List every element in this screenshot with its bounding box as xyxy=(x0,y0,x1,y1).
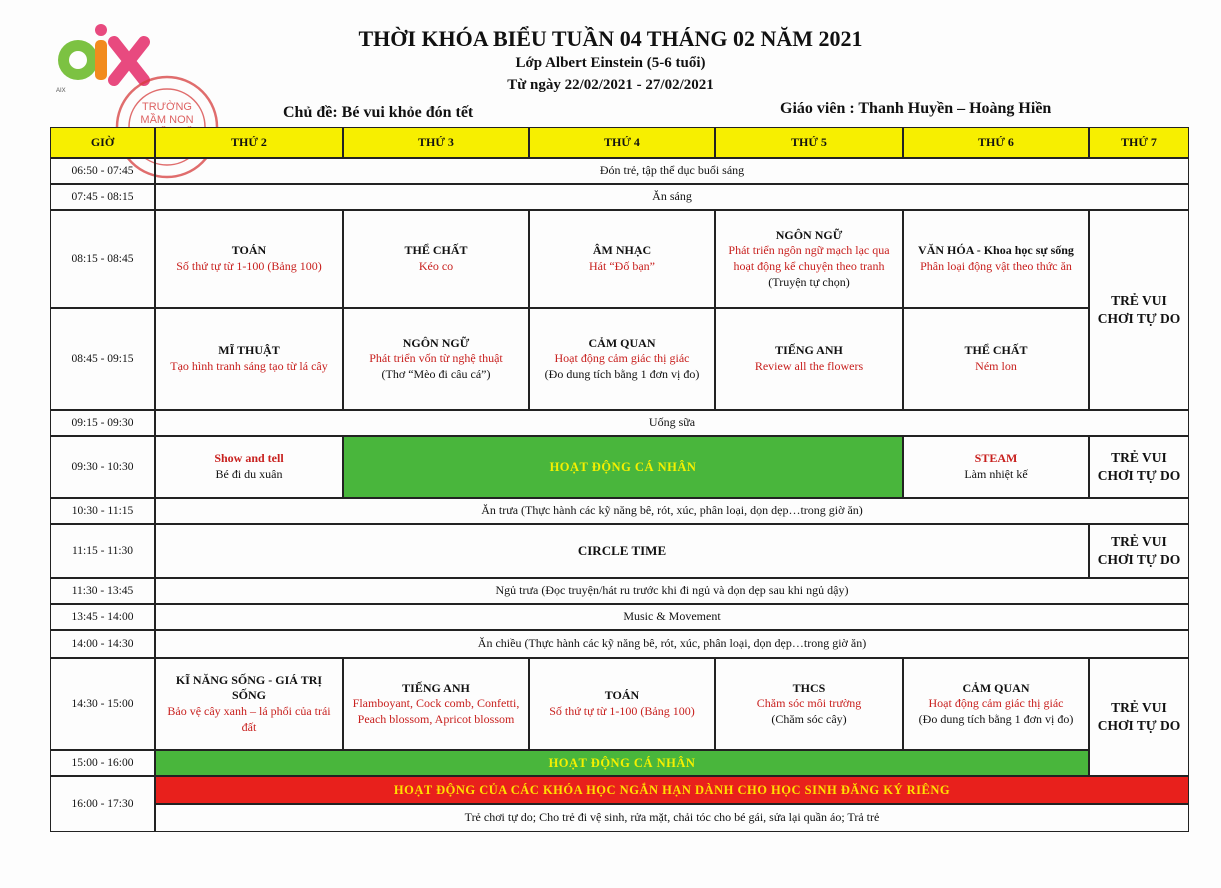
short-course-band: HOẠT ĐỘNG CỦA CÁC KHÓA HỌC NGẮN HẠN DÀNH CHO HỌC SINH ĐĂNG KÝ RIÊNG xyxy=(155,776,1189,804)
activity-cell xyxy=(903,210,1089,308)
activity-cell xyxy=(529,210,715,308)
activity-title: STEAM xyxy=(974,451,1018,466)
activity-detail: Flamboyant, Cock comb, Confetti, Peach blossom, Apricot blossom xyxy=(352,696,520,726)
time-cell: 14:00 - 14:30 xyxy=(50,630,155,658)
activity-title: NGÔN NGỮ xyxy=(775,227,843,242)
activity-cell xyxy=(903,658,1089,750)
row-breakfast: Ăn sáng xyxy=(155,184,1189,210)
time-cell: 14:30 - 15:00 xyxy=(50,658,155,750)
activity-cell xyxy=(715,210,903,308)
time-cell: 15:00 - 16:00 xyxy=(50,750,155,776)
time-cell: 13:45 - 14:00 xyxy=(50,604,155,630)
class-name: Lớp Albert Einstein (5-6 tuổi) xyxy=(515,55,706,71)
time-cell: 08:45 - 09:15 xyxy=(50,308,155,410)
activity-detail: Phát triển vốn từ nghệ thuật xyxy=(369,351,503,366)
activity-cell xyxy=(715,658,903,750)
activity-detail: Phân loại động vật theo thức ăn xyxy=(920,259,1072,273)
activity-title: THỂ CHẤT xyxy=(964,343,1028,358)
sat-free-play: TRẺ VUI CHƠI TỰ DO xyxy=(1089,524,1189,578)
activity-title: ÂM NHẠC xyxy=(592,243,652,258)
activity-cell xyxy=(343,658,529,750)
activity-title: THỂ CHẤT xyxy=(404,243,468,258)
activity-cell xyxy=(529,308,715,410)
activity-title: CẢM QUAN xyxy=(962,680,1030,695)
activity-title: TOÁN xyxy=(604,688,640,703)
time-cell: 06:50 - 07:45 xyxy=(50,158,155,184)
time-cell: 10:30 - 11:15 xyxy=(50,498,155,524)
sat-free-play: TRẺ VUI CHƠI TỰ DO xyxy=(1089,210,1189,410)
header-time: GIỜ xyxy=(50,127,155,158)
time-cell: 16:00 - 17:30 xyxy=(50,776,155,832)
header-sat: THỨ 7 xyxy=(1089,127,1189,158)
row-lunch: Ăn trưa (Thực hành các kỹ năng bê, rót, xúc, phân loại, dọn dẹp…trong giờ ăn) xyxy=(155,498,1189,524)
activity-title: Show and tell xyxy=(214,451,284,466)
time-cell: 09:15 - 09:30 xyxy=(50,410,155,436)
activity-title: TIẾNG ANH xyxy=(402,680,470,695)
time-cell: 11:15 - 11:30 xyxy=(50,524,155,578)
row-milk: Uống sữa xyxy=(155,410,1189,436)
activity-title: CẢM QUAN xyxy=(588,335,656,350)
date-range: Từ ngày 22/02/2021 - 27/02/2021 xyxy=(507,77,714,93)
activity-title: VĂN HÓA - Khoa học sự sống xyxy=(918,243,1074,258)
row-afternoon-snack: Ăn chiều (Thực hành các kỹ năng bê, rót, xúc, phân loại, dọn dẹp…trong giờ ăn) xyxy=(155,630,1189,658)
row-music-movement: Music & Movement xyxy=(155,604,1189,630)
activity-title: TIẾNG ANH xyxy=(775,343,843,358)
activity-title: THCS xyxy=(792,680,826,695)
row-nap: Ngủ trưa (Đọc truyện/hát ru trước khi đi ngủ và dọn dẹp sau khi ngủ dậy) xyxy=(155,578,1189,604)
activity-cell xyxy=(343,210,529,308)
logo-text: AIX xyxy=(56,88,66,94)
page-title: THỜI KHÓA BIỂU TUẦN 04 THÁNG 02 NĂM 2021 xyxy=(358,26,863,51)
sat-free-play: TRẺ VUI CHƠI TỰ DO xyxy=(1089,436,1189,498)
activity-detail: Tạo hình tranh sáng tạo từ lá cây xyxy=(170,359,328,373)
activity-note: Bé đi du xuân xyxy=(215,467,283,481)
activity-cell xyxy=(715,308,903,410)
activity-note: (Thơ “Mèo đi câu cá”) xyxy=(381,366,491,381)
activity-detail: Bảo vệ cây xanh – lá phổi của trái đất xyxy=(167,704,331,734)
activity-detail: Ném lon xyxy=(975,359,1017,373)
activity-cell xyxy=(155,436,343,498)
header-wed: THỨ 4 xyxy=(529,127,715,158)
activity-cell xyxy=(343,308,529,410)
activity-note: (Chăm sóc cây) xyxy=(771,711,847,726)
sat-free-play: TRẺ VUI CHƠI TỰ DO xyxy=(1089,658,1189,776)
row-circle-time: CIRCLE TIME xyxy=(155,524,1089,578)
activity-detail: Hoạt động cảm giác thị giác xyxy=(554,351,690,366)
header-mon: THỨ 2 xyxy=(155,127,343,158)
time-cell: 08:15 - 08:45 xyxy=(50,210,155,308)
activity-note: (Đo dung tích bằng 1 đơn vị đo) xyxy=(544,366,700,381)
row-free-play-pickup: Trẻ chơi tự do; Cho trẻ đi vệ sinh, rửa mặt, chải tóc cho bé gái, sửa lại quần áo; Trả trẻ xyxy=(155,804,1189,832)
individual-activity-band: HOẠT ĐỘNG CÁ NHÂN xyxy=(343,436,903,498)
individual-activity-band: HOẠT ĐỘNG CÁ NHÂN xyxy=(155,750,1089,776)
activity-detail: Số thứ tự từ 1-100 (Bảng 100) xyxy=(549,704,695,718)
activity-note: (Truyện tự chọn) xyxy=(768,274,850,289)
activity-title: MĨ THUẬT xyxy=(218,343,280,358)
teacher: Giáo viên : Thanh Huyền – Hoàng Hiền xyxy=(780,100,1052,117)
activity-cell xyxy=(529,658,715,750)
activity-cell xyxy=(903,308,1089,410)
activity-detail: Kéo co xyxy=(418,259,454,273)
stamp-line-1: TRƯỜNG xyxy=(142,101,192,113)
row-morning-welcome: Đón trẻ, tập thể dục buổi sáng xyxy=(155,158,1189,184)
activity-detail: Hoạt động cảm giác thị giác xyxy=(928,696,1064,711)
header-thu: THỨ 5 xyxy=(715,127,903,158)
activity-title: NGÔN NGỮ xyxy=(402,335,470,350)
time-cell: 11:30 - 13:45 xyxy=(50,578,155,604)
activity-cell xyxy=(155,210,343,308)
activity-note: Làm nhiệt kế xyxy=(964,467,1028,481)
activity-detail: Phát triển ngôn ngữ mạch lạc qua hoạt động kể chuyện theo tranh xyxy=(728,243,890,273)
time-cell: 09:30 - 10:30 xyxy=(50,436,155,498)
activity-cell xyxy=(155,658,343,750)
activity-detail: Chăm sóc môi trường xyxy=(756,696,862,711)
stamp-line-2: MẦM NON xyxy=(140,114,194,126)
activity-note: (Đo dung tích bằng 1 đơn vị đo) xyxy=(918,711,1074,726)
activity-cell xyxy=(155,308,343,410)
topic: Chủ đề: Bé vui khỏe đón tết xyxy=(283,104,474,121)
activity-detail: Số thứ tự từ 1-100 (Bảng 100) xyxy=(176,259,322,273)
activity-detail: Review all the flowers xyxy=(754,359,864,373)
time-cell: 07:45 - 08:15 xyxy=(50,184,155,210)
header-tue: THỨ 3 xyxy=(343,127,529,158)
activity-title: TOÁN xyxy=(231,243,267,258)
activity-detail: Hát “Đố bạn” xyxy=(589,259,655,273)
activity-cell xyxy=(903,436,1089,498)
header-fri: THỨ 6 xyxy=(903,127,1089,158)
activity-title: KĨ NĂNG SỐNG - GIÁ TRỊ SỐNG xyxy=(175,672,323,703)
